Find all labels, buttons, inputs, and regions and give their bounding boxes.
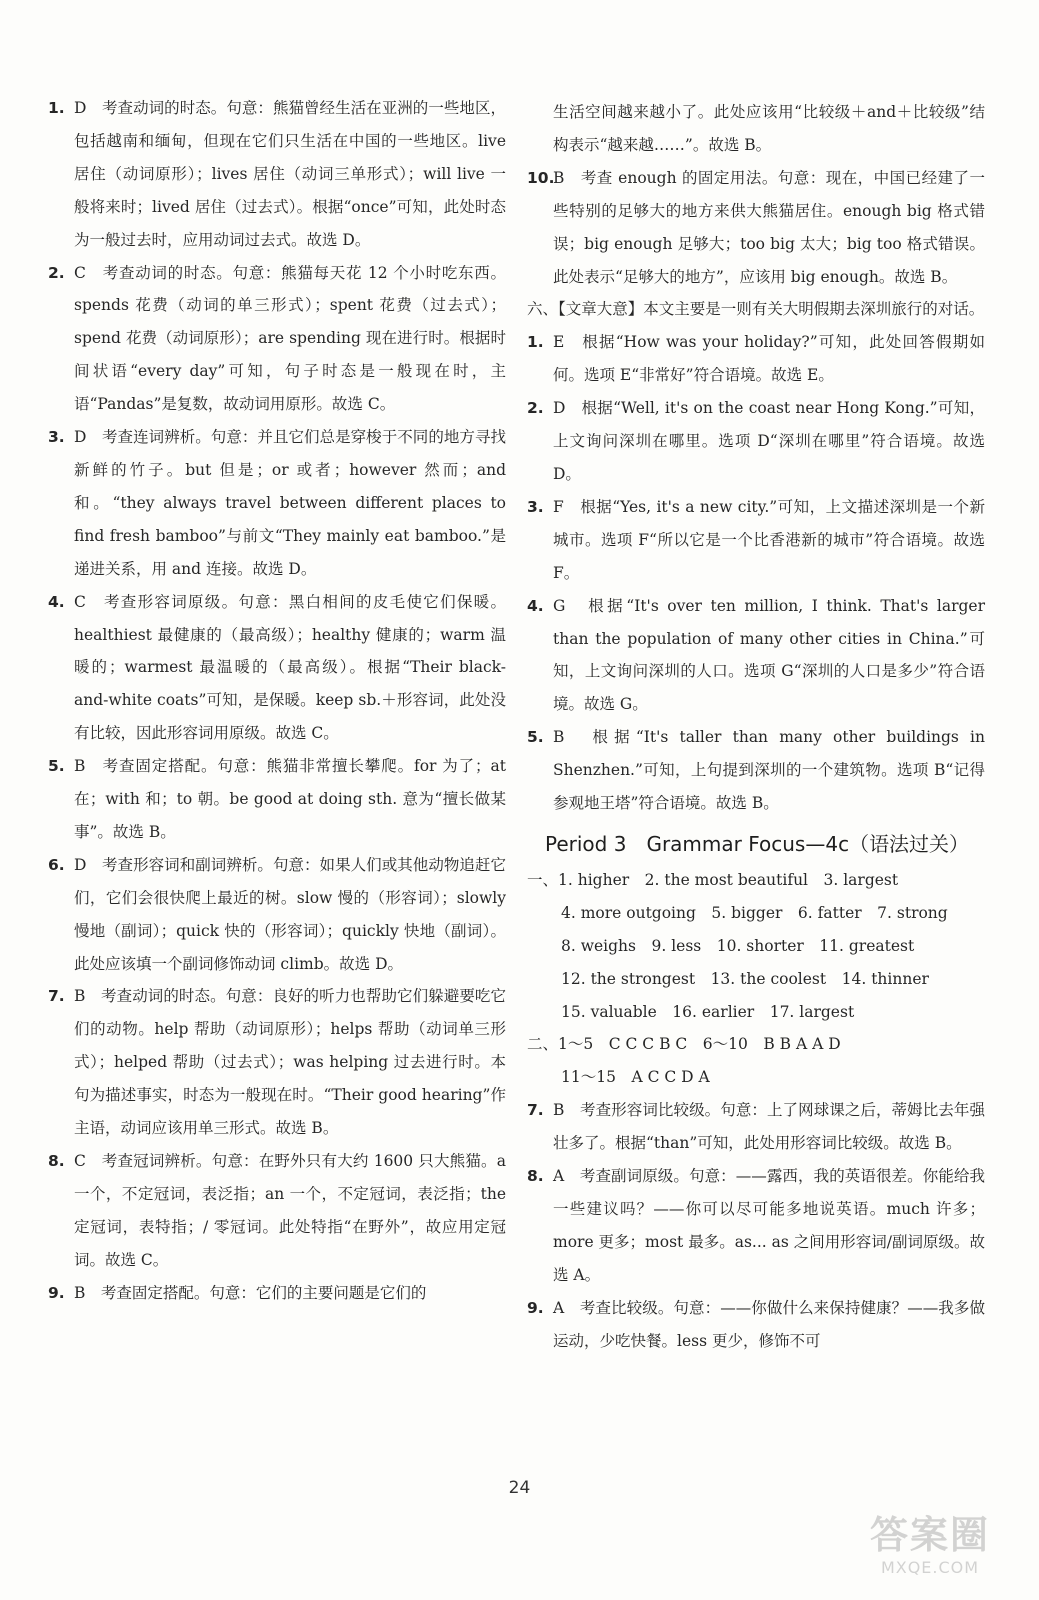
item-text: E 根据“How was your holiday?”可知，此处回答假期如何。选项 E“非常好”符合语境。故选 E。 (553, 333, 985, 385)
section-one-row: 15. valuable 16. earlier 17. largest (561, 1002, 855, 1021)
answer-item-1 (48, 92, 506, 257)
item-text: B 考查固定搭配。句意：它们的主要问题是它们的 (74, 1283, 427, 1302)
item-number: 3. (527, 497, 544, 516)
item-text: D 根据“Well, it's on the coast near Hong Kong.”可知，上文询问深圳在哪里。选项 D“深圳在哪里”符合语境。故选 D。 (553, 399, 985, 483)
item-text: 生活空间越来越小了。此处应该用“比较级＋and＋比较级”结构表示“越来越……”。故选 B。 (553, 103, 985, 154)
item-text: G 根据“It's over ten million, I think. That's larger than the population of many other cities in China.”可知，上文询问深圳的人口。选项 G“深圳的人口是多少”符合语境。故选 G。 (553, 596, 985, 714)
item-number: 3. (48, 428, 65, 447)
answer-item-10 (527, 162, 985, 294)
answer-item-9-continued (527, 96, 985, 162)
answer-row-text: 1. higher 2. the most beautiful 3. largest (558, 870, 899, 889)
period-heading: Period 3 Grammar Focus—4c（语法过关） (545, 831, 970, 856)
section-two-row (527, 1028, 985, 1061)
item-text: F 根据“Yes, it's a new city.”可知，上文描述深圳是一个新城市。选项 F“所以它是一个比香港新的城市”符合语境。故选 F。 (553, 497, 985, 582)
section-two-item-9 (527, 1292, 985, 1358)
item-number: 9. (527, 1298, 544, 1317)
section-marker: 二、 (527, 1035, 559, 1054)
item-text: A 考查副词原级。句意：——露西，我的英语很差。你能给我一些建议吗？——你可以尽可能多地说英语。much 许多；more 更多；most 最多。as... as 之间用形容词/副词原级。故选 A。 (553, 1167, 985, 1284)
section-six-item-4 (527, 590, 985, 722)
right-column (527, 96, 985, 1358)
watermark-logo (835, 1512, 1025, 1592)
page-number: 24 (508, 1478, 531, 1498)
section-two-row: 11～15 A C C D A (561, 1068, 710, 1087)
section-six-item-1 (527, 326, 985, 392)
section-marker: 一、 (527, 870, 559, 889)
item-text: A 考查比较级。句意：——你做什么来保持健康？——我多做运动，少吃快餐。less 更少，修饰不可 (553, 1298, 985, 1350)
item-number: 7. (527, 1101, 544, 1120)
item-text: B 考查固定搭配。句意：熊猫非常擅长攀爬。for 为了；at 在；with 和；to 朝。be good at doing sth. 意为“擅长做某事”。故选 B。 (74, 757, 506, 841)
answer-item-6 (48, 849, 506, 981)
watermark-url: MXQE.COM (880, 1558, 980, 1577)
answer-item-3 (48, 421, 506, 586)
item-number: 9. (48, 1283, 65, 1302)
section-six-item-5 (527, 721, 985, 820)
section-six-item-3 (527, 491, 985, 590)
item-number: 1. (527, 333, 544, 352)
answer-item-4 (48, 586, 506, 751)
watermark-text: 答案圈 (869, 1513, 990, 1557)
item-text: B 考查动词的时态。句意：良好的听力也帮助它们躲避要吃它们的动物。help 帮助（动词原形）；helps 帮助（动词单三形式）；helped 帮助（过去式）；was helping 过去进行时。本句为描述事实，时态为一般现在时。“Their good hearing”作主语，动词应该用单三形式。故选 B。 (74, 987, 506, 1138)
section-two-item-8 (527, 1160, 985, 1292)
item-number: 4. (48, 592, 65, 611)
section-two-item-7 (527, 1094, 985, 1160)
section-six-summary: 六、【文章大意】本文主要是一则有关大明假期去深圳旅行的对话。 (527, 300, 985, 319)
item-text: D 考查连词辨析。句意：并且它们总是穿梭于不同的地方寻找新鲜的竹子。but 但是；or 或者；however 然而；and 和。“they always travel between different places to find fresh bamboo”与前文“They mainly eat bamboo.”是递进关系，用 and 连接。故选 D。 (74, 428, 506, 578)
item-number: 1. (48, 99, 65, 117)
left-column (48, 92, 506, 1310)
item-text: B 根据“It's taller than many other buildings in Shenzhen.”可知，上句提到深圳的一个建筑物。选项 B“记得参观地王塔”符合语境。故选 B。 (553, 728, 985, 813)
item-number: 10. (527, 168, 555, 187)
answer-row-text: 1～5 C C C B C 6～10 B B A A D (558, 1035, 841, 1054)
item-number: 4. (527, 596, 544, 615)
answer-item-2 (48, 257, 506, 422)
answer-item-9 (48, 1277, 506, 1310)
item-text: D 考查形容词和副词辨析。句意：如果人们或其他动物追赶它们，它们会很快爬上最近的树。slow 慢的（形容词）；slowly 慢地（副词）；quick 快的（形容词）；quickly 快地（副词）。此处应该填一个副词修饰动词 climb。故选 D。 (74, 855, 506, 973)
item-text: C 考查形容词原级。句意：黑白相间的皮毛使它们保暖。healthiest 最健康的（最高级）；healthy 健康的；warm 温暖的；warmest 最温暖的（最高级）。根据“Their black-and-white coats”可知，是保暖。keep sb.＋形容词，此处没有比较，因此形容词用原级。故选 C。 (74, 592, 506, 743)
item-text: C 考查动词的时态。句意：熊猫每天花 12 个小时吃东西。spends 花费（动词的单三形式）；spent 花费（过去式）；spend 花费（动词原形）；are spending 现在进行时。根据时间状语“every day”可知，句子时态是一般现在时，主语“Pandas”是复数，故动词用原形。故选 C。 (74, 263, 506, 414)
item-number: 8. (48, 1152, 65, 1170)
answer-item-7 (48, 980, 506, 1145)
item-text: B 考查形容词比较级。句意：上了网球课之后，蒂姆比去年强壮多了。根据“than”可知，此处用形容词比较级。故选 B。 (553, 1101, 985, 1153)
item-text: C 考查冠词辨析。句意：在野外只有大约 1600 只大熊猫。a 一个，不定冠词，表泛指；an 一个，不定冠词，表泛指；the 定冠词，表特指；/ 零冠词。此处特指“在野外”，故应用定冠词。故选 C。 (74, 1152, 506, 1269)
section-one-row: 4. more outgoing 5. bigger 6. fatter 7. strong (561, 903, 948, 922)
section-one-row: 12. the strongest 13. the coolest 14. thinner (561, 969, 929, 988)
item-number: 5. (48, 757, 65, 776)
section-one-row (527, 864, 985, 897)
section-one-row: 8. weighs 9. less 10. shorter 11. greatest (561, 936, 915, 955)
answer-item-8 (48, 1145, 506, 1277)
item-number: 2. (48, 263, 65, 282)
item-number: 8. (527, 1167, 544, 1186)
item-text: D 考查动词的时态。句意：熊猫曾经生活在亚洲的一些地区，包括越南和缅甸，但现在它们只生活在中国的一些地区。live 居住（动词原形）；lives 居住（动词三单形式）；will live 一般将来时；lived 居住（过去式）。根据“once”可知，此处时态为一般过去时，应用动词过去式。故选 D。 (74, 99, 506, 249)
answer-item-5 (48, 750, 506, 849)
item-number: 6. (48, 855, 65, 874)
item-text: B 考查 enough 的固定用法。句意：现在，中国已经建了一些特别的足够大的地方来供大熊猫居住。enough big 格式错误；big enough 足够大；too big 太大；big too 格式错误。此处表示“足够大的地方”，应该用 big enough。故选 B。 (553, 168, 985, 286)
item-number: 7. (48, 987, 65, 1006)
item-number: 5. (527, 728, 544, 747)
item-number: 2. (527, 399, 544, 418)
section-six-item-2 (527, 392, 985, 491)
